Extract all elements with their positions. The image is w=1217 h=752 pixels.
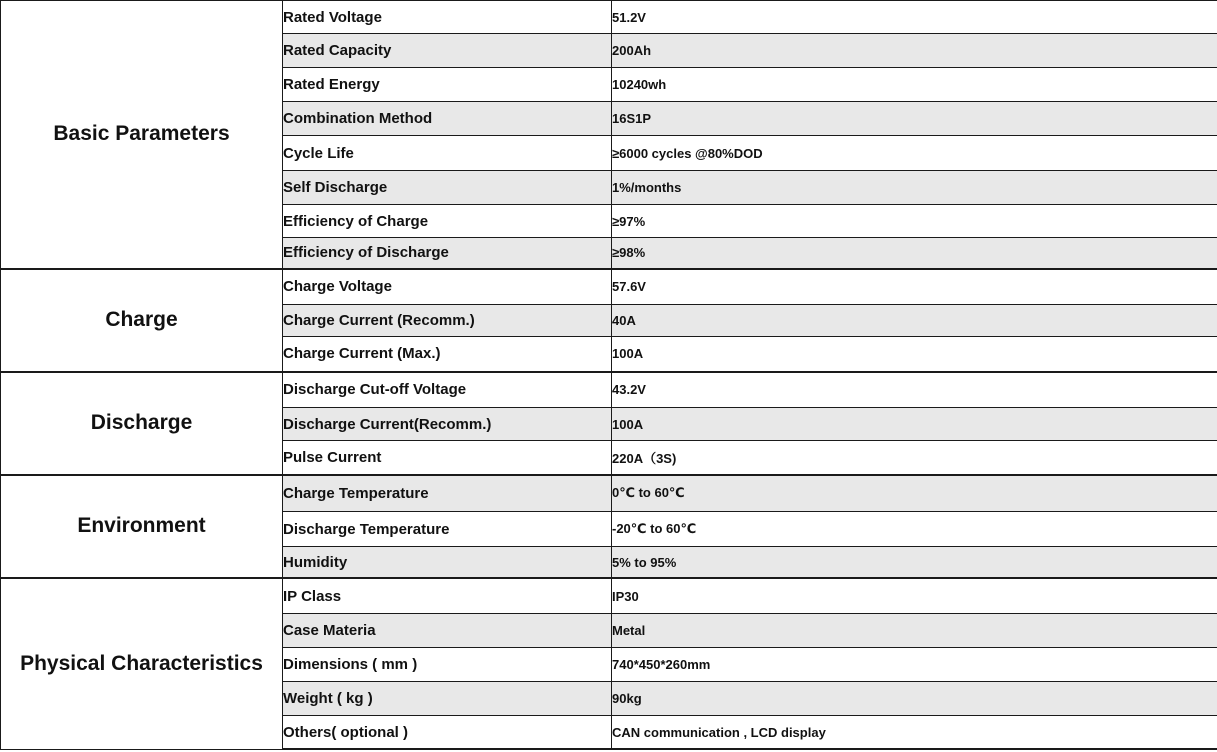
param-charge-current-recomm: Charge Current (Recomm.): [283, 305, 612, 337]
param-ip-class: IP Class: [283, 578, 612, 614]
param-rated-capacity: Rated Capacity: [283, 34, 612, 68]
value-charge-voltage: 57.6V: [612, 269, 1217, 305]
value-discharge-current-recomm: 100A: [612, 408, 1217, 441]
param-dimensions: Dimensions ( mm ): [283, 648, 612, 682]
value-pulse-current: 220A（3S): [612, 441, 1217, 475]
param-rated-voltage: Rated Voltage: [283, 1, 612, 34]
param-efficiency-of-charge: Efficiency of Charge: [283, 205, 612, 238]
value-combination-method: 16S1P: [612, 102, 1217, 136]
param-others-optional: Others( optional ): [283, 716, 612, 749]
value-cycle-life: ≥6000 cycles @80%DOD: [612, 136, 1217, 171]
value-weight: 90kg: [612, 682, 1217, 716]
group-label-charge: Charge: [1, 269, 283, 372]
param-charge-current-max: Charge Current (Max.): [283, 337, 612, 372]
value-dimensions: 740*450*260mm: [612, 648, 1217, 682]
value-discharge-cutoff-voltage: 43.2V: [612, 372, 1217, 408]
param-discharge-cutoff-voltage: Discharge Cut-off Voltage: [283, 372, 612, 408]
value-case-material: Metal: [612, 614, 1217, 648]
group-label-basic-parameters: Basic Parameters: [1, 1, 283, 269]
value-efficiency-of-charge: ≥97%: [612, 205, 1217, 238]
param-combination-method: Combination Method: [283, 102, 612, 136]
param-case-material: Case Materia: [283, 614, 612, 648]
value-self-discharge: 1%/months: [612, 171, 1217, 205]
param-discharge-current-recomm: Discharge Current(Recomm.): [283, 408, 612, 441]
value-rated-capacity: 200Ah: [612, 34, 1217, 68]
value-discharge-temperature: -20℃ to 60℃: [612, 512, 1217, 547]
param-weight: Weight ( kg ): [283, 682, 612, 716]
group-label-physical-characteristics: Physical Characteristics: [1, 578, 283, 749]
param-cycle-life: Cycle Life: [283, 136, 612, 171]
group-label-environment: Environment: [1, 475, 283, 578]
value-ip-class: IP30: [612, 578, 1217, 614]
param-rated-energy: Rated Energy: [283, 68, 612, 102]
value-rated-energy: 10240wh: [612, 68, 1217, 102]
value-charge-current-recomm: 40A: [612, 305, 1217, 337]
param-pulse-current: Pulse Current: [283, 441, 612, 475]
param-self-discharge: Self Discharge: [283, 171, 612, 205]
value-efficiency-of-discharge: ≥98%: [612, 238, 1217, 269]
param-humidity: Humidity: [283, 547, 612, 578]
value-charge-temperature: 0℃ to 60℃: [612, 475, 1217, 512]
param-discharge-temperature: Discharge Temperature: [283, 512, 612, 547]
group-label-discharge: Discharge: [1, 372, 283, 475]
value-charge-current-max: 100A: [612, 337, 1217, 372]
value-humidity: 5% to 95%: [612, 547, 1217, 578]
value-rated-voltage: 51.2V: [612, 1, 1217, 34]
param-charge-temperature: Charge Temperature: [283, 475, 612, 512]
param-charge-voltage: Charge Voltage: [283, 269, 612, 305]
param-efficiency-of-discharge: Efficiency of Discharge: [283, 238, 612, 269]
value-others-optional: CAN communication , LCD display: [612, 716, 1217, 749]
